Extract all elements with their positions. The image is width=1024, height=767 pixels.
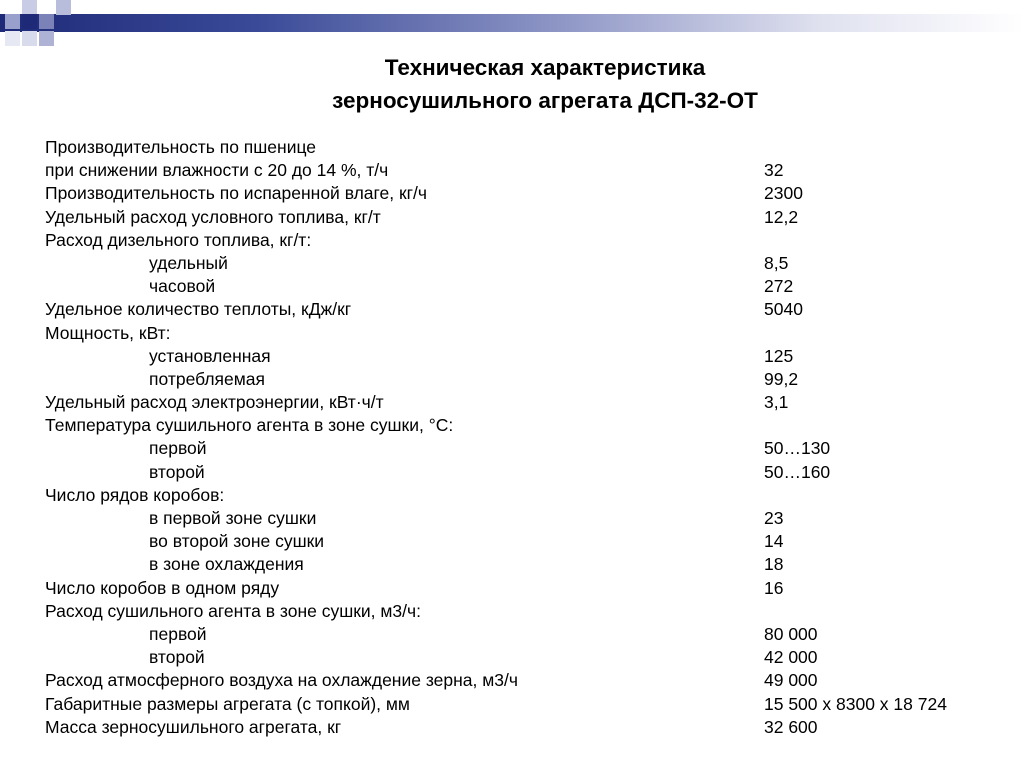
decor-square (39, 14, 54, 29)
spec-row (45, 600, 1005, 623)
spec-label: Производительность по пшенице (45, 137, 317, 157)
spec-label: первой (149, 623, 207, 644)
spec-label: Удельное количество теплоты, кДж/кг (45, 299, 352, 320)
decor-square (39, 31, 54, 46)
spec-row (45, 136, 1005, 159)
spec-label: при снижении влажности с 20 до 14 %, т/ч (45, 160, 389, 181)
spec-value: 50…130 (764, 438, 831, 459)
spec-row (45, 437, 1005, 460)
spec-row (45, 669, 1005, 692)
decor-square (5, 31, 20, 46)
decor-square (56, 0, 71, 15)
spec-label: Мощность, кВт: (45, 322, 171, 343)
spec-row (45, 716, 1005, 739)
decor-square (5, 14, 20, 29)
spec-value: 272 (764, 276, 794, 297)
spec-value: 15 500 х 8300 х 18 724 (764, 693, 947, 714)
spec-row (45, 461, 1005, 484)
spec-label: Число рядов коробов: (45, 484, 225, 505)
spec-row (45, 530, 1005, 553)
decor-square (22, 31, 37, 46)
spec-value: 23 (764, 508, 784, 528)
spec-value: 99,2 (764, 368, 799, 389)
spec-label: удельный (149, 252, 228, 273)
spec-value: 18 (764, 554, 784, 575)
spec-row (45, 275, 1005, 298)
spec-row (45, 553, 1005, 576)
spec-label: второй (149, 461, 205, 482)
spec-label: второй (149, 647, 205, 668)
spec-label: в зоне охлаждения (149, 554, 304, 575)
spec-row (45, 623, 1005, 646)
spec-value: 2300 (764, 183, 803, 204)
spec-label: Габаритные размеры агрегата (с топкой), мм (45, 693, 410, 714)
spec-row (45, 298, 1005, 321)
spec-row (45, 368, 1005, 391)
spec-label: Температура сушильного агента в зоне сушки, °С: (45, 415, 454, 436)
page-subtitle: зерносушильного агрегата ДСП-32-ОТ (332, 88, 758, 113)
spec-label: в первой зоне сушки (149, 508, 317, 528)
spec-value: 42 000 (764, 647, 818, 668)
decor-square (22, 0, 37, 15)
spec-label: потребляемая (149, 368, 266, 389)
spec-label: Удельный расход условного топлива, кг/т (45, 206, 381, 227)
spec-row (45, 229, 1005, 252)
spec-label: Удельный расход электроэнергии, кВт·ч/т (45, 392, 384, 413)
spec-label: первой (149, 438, 207, 459)
spec-row (45, 577, 1005, 600)
spec-list (45, 136, 1005, 739)
page-title: Техническая характеристика (384, 55, 706, 80)
spec-row (45, 345, 1005, 368)
spec-row (45, 206, 1005, 229)
spec-value: 49 000 (764, 670, 818, 691)
spec-value: 50…160 (764, 461, 831, 482)
spec-label: установленная (149, 345, 271, 366)
spec-value: 5040 (764, 299, 803, 320)
spec-value: 14 (764, 531, 784, 552)
spec-label: Масса зерносушильного агрегата, кг (45, 716, 342, 737)
header-banner (0, 14, 1024, 32)
decor-square (22, 14, 37, 29)
spec-row (45, 252, 1005, 275)
spec-row (45, 693, 1005, 716)
spec-row (45, 507, 1005, 530)
spec-value: 32 (764, 160, 784, 181)
spec-row (45, 182, 1005, 205)
spec-row (45, 414, 1005, 437)
spec-label: Расход сушильного агента в зоне сушки, м3/ч: (45, 600, 422, 621)
spec-label: Расход атмосферного воздуха на охлаждение зерна, м3/ч (45, 670, 518, 691)
spec-row (45, 484, 1005, 507)
spec-label: часовой (149, 276, 216, 297)
spec-value: 125 (764, 345, 794, 366)
spec-label: во второй зоне сушки (149, 531, 325, 552)
spec-row (45, 159, 1005, 182)
spec-label: Расход дизельного топлива, кг/т: (45, 229, 312, 250)
spec-value: 8,5 (764, 252, 789, 273)
spec-row (45, 322, 1005, 345)
spec-value: 3,1 (764, 392, 789, 413)
spec-value: 80 000 (764, 623, 818, 644)
spec-value: 32 600 (764, 716, 818, 737)
spec-value: 16 (764, 577, 784, 598)
spec-row (45, 391, 1005, 414)
spec-label: Число коробов в одном ряду (45, 577, 280, 598)
spec-label: Производительность по испаренной влаге, кг/ч (45, 183, 428, 204)
spec-row (45, 646, 1005, 669)
spec-value: 12,2 (764, 206, 799, 227)
